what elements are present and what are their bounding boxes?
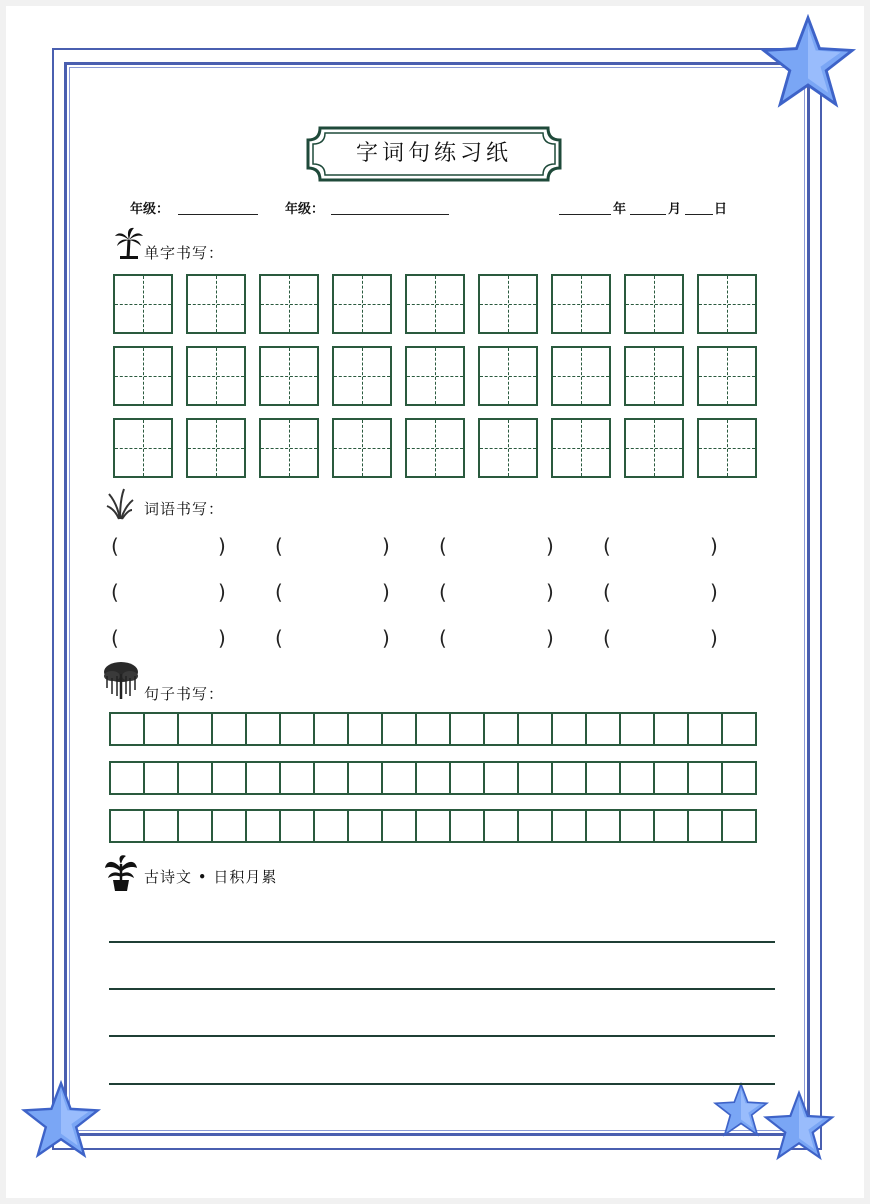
sentence-cell[interactable] (587, 763, 621, 793)
sentence-cell[interactable] (281, 811, 315, 841)
month-label: 月 (668, 202, 682, 217)
char-box[interactable] (186, 418, 246, 478)
sentence-cell[interactable] (689, 714, 723, 744)
word-open-paren: ( (111, 626, 119, 650)
sentence-cell[interactable] (213, 714, 247, 744)
char-box[interactable] (186, 346, 246, 406)
sentence-cell[interactable] (281, 763, 315, 793)
sentence-cell[interactable] (145, 811, 179, 841)
star-icon (20, 1080, 102, 1160)
sentence-cell[interactable] (349, 811, 383, 841)
word-close-paren: ) (382, 580, 390, 604)
sentence-cell[interactable] (451, 763, 485, 793)
word-close-paren: ) (382, 626, 390, 650)
char-box[interactable] (551, 418, 611, 478)
day-label: 日 (714, 202, 728, 217)
sentence-cell[interactable] (485, 714, 519, 744)
word-open-paren: ( (439, 534, 447, 558)
sentence-cell[interactable] (349, 714, 383, 744)
sentence-cell[interactable] (621, 763, 655, 793)
sentence-row-3[interactable] (109, 809, 757, 843)
sentence-cell[interactable] (383, 763, 417, 793)
title-banner (306, 126, 562, 182)
section-single-chars: 单字书写： (144, 244, 225, 262)
sentence-cell[interactable] (179, 811, 213, 841)
sentence-cell[interactable] (689, 811, 723, 841)
sentence-cell[interactable] (689, 763, 723, 793)
writing-line[interactable] (109, 988, 775, 990)
word-close-paren: ) (218, 626, 226, 650)
word-open-paren: ( (275, 580, 283, 604)
sentence-cell[interactable] (553, 763, 587, 793)
sentence-cell[interactable] (349, 763, 383, 793)
section-poems: 古诗文 • 日积月累 (144, 868, 278, 886)
day-blank[interactable] (685, 214, 713, 215)
char-box[interactable] (259, 418, 319, 478)
char-box[interactable] (186, 274, 246, 334)
star-icon (762, 1090, 836, 1162)
grade-blank[interactable] (178, 214, 258, 215)
sentence-cell[interactable] (723, 811, 755, 841)
year-label: 年 (613, 202, 627, 217)
page-title: 字词句练习纸 (355, 141, 512, 166)
sentence-cell[interactable] (111, 811, 145, 841)
sentence-cell[interactable] (655, 763, 689, 793)
sentence-cell[interactable] (315, 714, 349, 744)
word-close-paren: ) (710, 580, 718, 604)
char-box[interactable] (332, 346, 392, 406)
sentence-cell[interactable] (451, 811, 485, 841)
char-box[interactable] (697, 346, 757, 406)
sentence-cell[interactable] (213, 763, 247, 793)
char-box[interactable] (259, 346, 319, 406)
sentence-cell[interactable] (417, 714, 451, 744)
sentence-cell[interactable] (145, 763, 179, 793)
char-box[interactable] (113, 274, 173, 334)
word-open-paren: ( (275, 626, 283, 650)
writing-line[interactable] (109, 1083, 775, 1085)
char-box[interactable] (332, 418, 392, 478)
palm-tree-icon (114, 226, 144, 260)
char-box[interactable] (478, 418, 538, 478)
word-open-paren: ( (439, 580, 447, 604)
tree-icon (102, 660, 140, 700)
char-box[interactable] (113, 346, 173, 406)
grass-icon (106, 488, 134, 520)
word-open-paren: ( (439, 626, 447, 650)
sentence-cell[interactable] (519, 763, 553, 793)
star-icon (756, 14, 860, 110)
sentence-cell[interactable] (723, 714, 755, 744)
word-close-paren: ) (710, 534, 718, 558)
char-box[interactable] (113, 418, 173, 478)
word-open-paren: ( (111, 534, 119, 558)
sentence-cell[interactable] (417, 811, 451, 841)
sentence-cell[interactable] (281, 714, 315, 744)
char-box[interactable] (697, 274, 757, 334)
name-blank[interactable] (331, 214, 449, 215)
sentence-cell[interactable] (179, 763, 213, 793)
grade-label: 年级： (130, 202, 170, 217)
word-close-paren: ) (218, 580, 226, 604)
page-border-thin (69, 67, 805, 1131)
section-sentences: 句子书写： (144, 685, 225, 703)
year-blank[interactable] (559, 214, 611, 215)
char-box[interactable] (551, 346, 611, 406)
sentence-cell[interactable] (383, 714, 417, 744)
char-box[interactable] (405, 274, 465, 334)
word-close-paren: ) (546, 626, 554, 650)
sentence-cell[interactable] (179, 714, 213, 744)
sentence-cell[interactable] (655, 811, 689, 841)
word-close-paren: ) (218, 534, 226, 558)
writing-line[interactable] (109, 1035, 775, 1037)
word-close-paren: ) (710, 626, 718, 650)
sentence-row-2[interactable] (109, 761, 757, 795)
sentence-cell[interactable] (723, 763, 755, 793)
word-open-paren: ( (275, 534, 283, 558)
writing-line[interactable] (109, 941, 775, 943)
sentence-cell[interactable] (417, 763, 451, 793)
word-open-paren: ( (603, 626, 611, 650)
word-close-paren: ) (546, 580, 554, 604)
char-box[interactable] (259, 274, 319, 334)
sentence-cell[interactable] (553, 811, 587, 841)
char-box[interactable] (478, 274, 538, 334)
sentence-cell[interactable] (451, 714, 485, 744)
word-open-paren: ( (603, 580, 611, 604)
sentence-cell[interactable] (213, 811, 247, 841)
sentence-cell[interactable] (621, 714, 655, 744)
sentence-cell[interactable] (383, 811, 417, 841)
char-box[interactable] (624, 274, 684, 334)
sentence-cell[interactable] (145, 714, 179, 744)
sentence-cell[interactable] (485, 811, 519, 841)
sentence-cell[interactable] (587, 811, 621, 841)
word-close-paren: ) (382, 534, 390, 558)
potted-plant-icon (104, 854, 138, 892)
word-open-paren: ( (111, 580, 119, 604)
section-words: 词语书写： (144, 500, 225, 518)
char-box[interactable] (332, 274, 392, 334)
sentence-cell[interactable] (315, 763, 349, 793)
sentence-cell[interactable] (247, 811, 281, 841)
month-blank[interactable] (630, 214, 666, 215)
sentence-cell[interactable] (111, 763, 145, 793)
char-box[interactable] (405, 346, 465, 406)
char-box[interactable] (624, 346, 684, 406)
sentence-cell[interactable] (621, 811, 655, 841)
sentence-row-1[interactable] (109, 712, 757, 746)
char-box[interactable] (697, 418, 757, 478)
sentence-cell[interactable] (553, 714, 587, 744)
char-box[interactable] (624, 418, 684, 478)
sentence-cell[interactable] (519, 811, 553, 841)
sentence-cell[interactable] (587, 714, 621, 744)
sentence-cell[interactable] (247, 763, 281, 793)
sentence-cell[interactable] (655, 714, 689, 744)
sentence-cell[interactable] (315, 811, 349, 841)
char-box[interactable] (551, 274, 611, 334)
word-close-paren: ) (546, 534, 554, 558)
sentence-cell[interactable] (247, 714, 281, 744)
char-box[interactable] (478, 346, 538, 406)
sentence-cell[interactable] (519, 714, 553, 744)
char-box[interactable] (405, 418, 465, 478)
sentence-cell[interactable] (485, 763, 519, 793)
sentence-cell[interactable] (111, 714, 145, 744)
word-open-paren: ( (603, 534, 611, 558)
grade-label-2: 年级： (285, 202, 325, 217)
